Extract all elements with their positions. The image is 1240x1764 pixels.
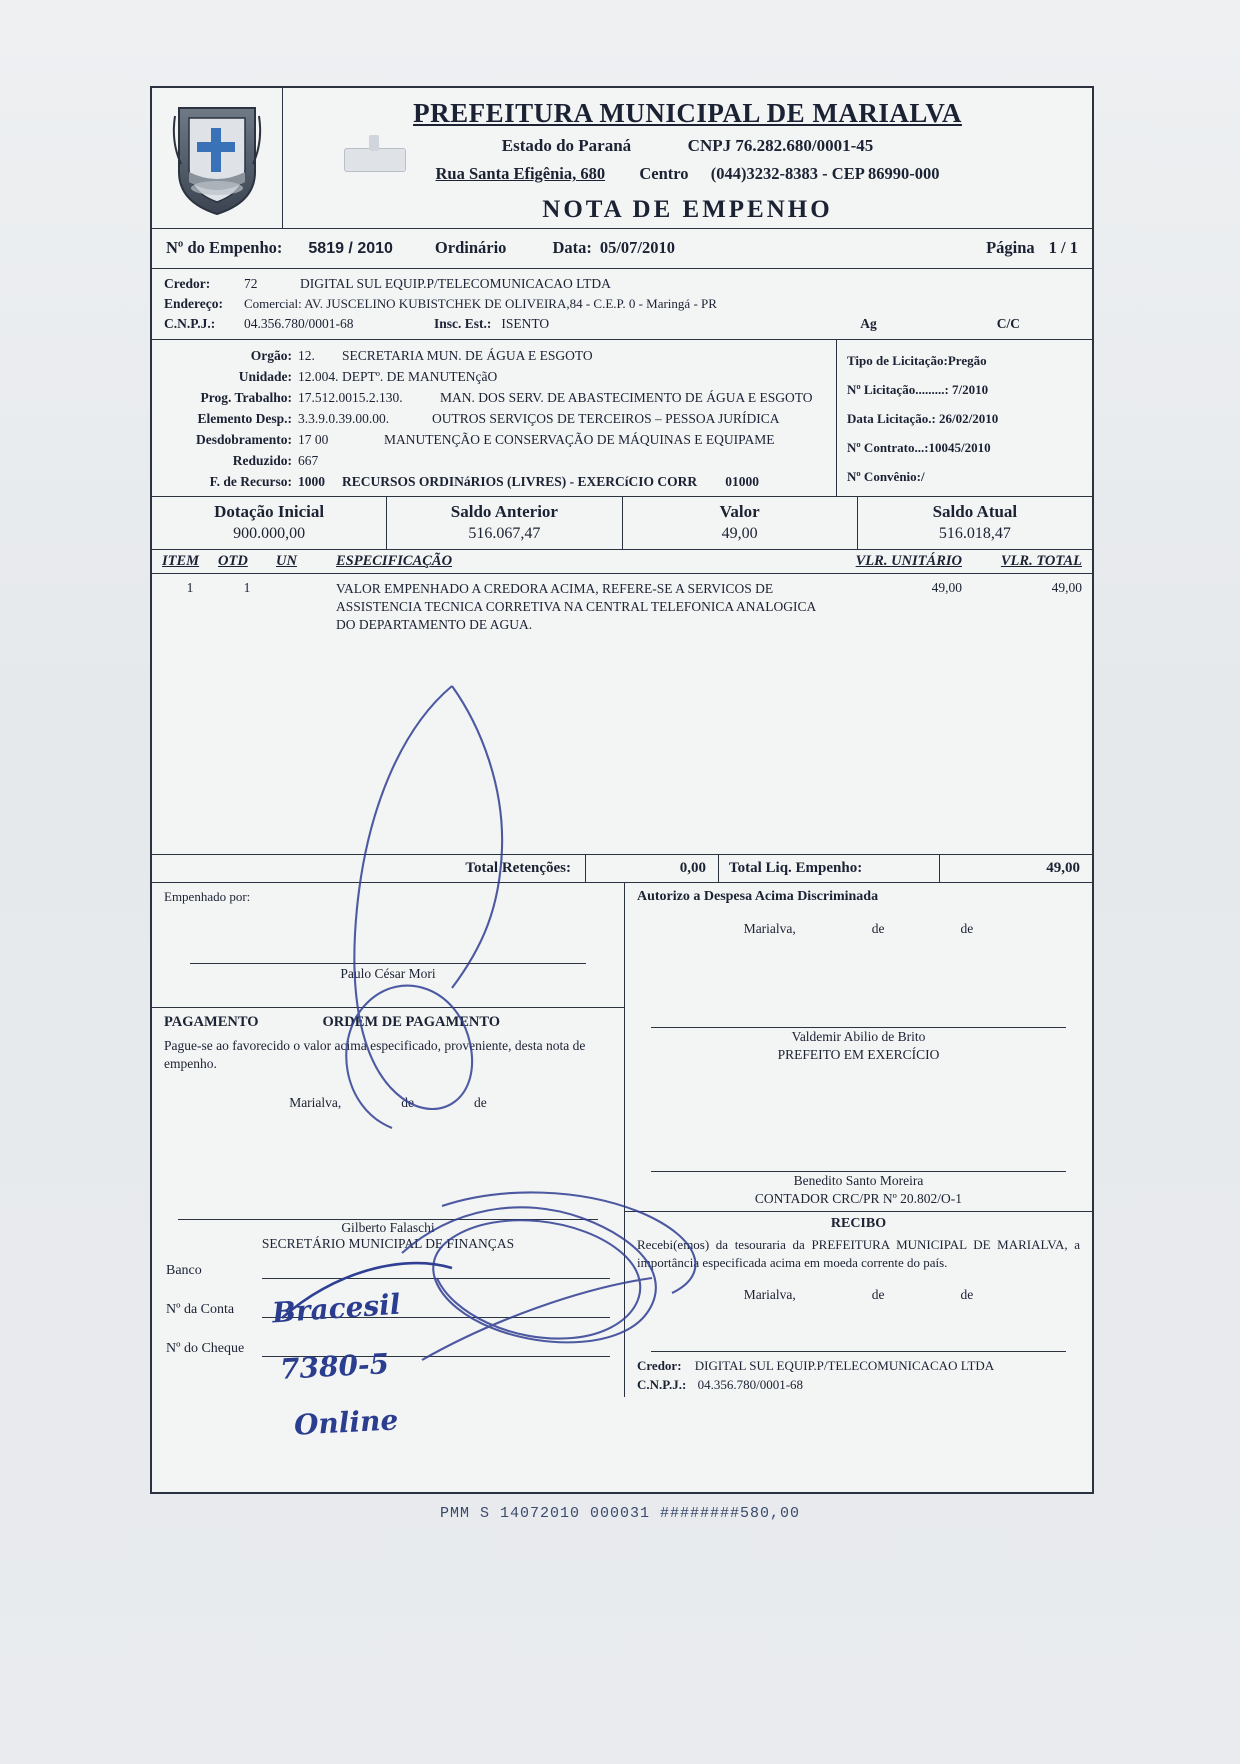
cnpj-row [152, 314, 1092, 334]
creditor-code: 72 [244, 276, 258, 291]
budget-row-recurso [152, 471, 836, 492]
authorization-city: Marialva, [743, 921, 796, 936]
header-phone-cep: (044)3232-8383 - CEP 86990-000 [710, 164, 940, 183]
budget-row-desc: RECURSOS ORDINáRIOS (LIVRES) - EXERCíCIO CORR [342, 473, 698, 489]
creditor-block [152, 269, 1092, 340]
authorization-de-2: de [960, 921, 974, 936]
budget-row-label: Elemento Desp.: [197, 410, 292, 426]
recibo-cnpj-value: 04.356.780/0001-68 [697, 1377, 804, 1393]
insc-est-value: ISENTO [501, 316, 550, 331]
footer-dot-matrix-code: PMM S 14072010 000031 ########580,00 [439, 1505, 801, 1522]
budget-classification-block [152, 340, 1092, 497]
cnpj-label: C.N.P.J.: [164, 316, 216, 331]
header-cnpj: CNPJ 76.282.680/0001-45 [687, 136, 874, 155]
budget-row [152, 450, 836, 471]
appropriation-previous [387, 497, 622, 549]
appropriation-previous-value: 516.067,47 [468, 525, 541, 542]
cheque-label: Nº do Cheque [166, 1341, 245, 1357]
staple-mark [344, 148, 406, 172]
recibo-text: Recebi(emos) da tesouraria da PREFEITURA MUNICIPAL DE MARIALVA, a importância especificada acima em moeda corrente do país. [637, 1237, 1080, 1270]
budget-row-code: 1000 [298, 473, 325, 489]
row-quantity: 1 [243, 580, 251, 595]
page-title: PREFEITURA MUNICIPAL DE MARIALVA [413, 98, 962, 128]
appropriation-initial-label: Dotação Inicial [214, 502, 325, 521]
mayor-name: Valdemir Abilio de Brito [791, 1029, 926, 1044]
recibo-de-2: de [960, 1287, 974, 1303]
budget-row-label: Desdobramento: [196, 431, 292, 447]
budget-row-label: Reduzido: [232, 452, 292, 468]
recibo-creditor-block [625, 1352, 1092, 1397]
header-state-cnpj [293, 136, 1082, 156]
budget-row-desc: OUTROS SERVIÇOS DE TERCEIROS – PESSOA JURÍDICA [432, 410, 780, 426]
budget-row-code: 3.3.9.0.39.00.00. [298, 410, 390, 426]
budget-row-label: Prog. Trabalho: [200, 389, 292, 405]
items-table-header [152, 550, 1092, 574]
header-address-line [293, 164, 1082, 184]
appropriation-value [623, 497, 858, 549]
creditor-row [152, 274, 1092, 294]
finance-secretary-role: SECRETÁRIO MUNICIPAL DE FINANÇAS [261, 1236, 515, 1252]
recibo-title: RECIBO [830, 1216, 887, 1232]
appropriation-current-label: Saldo Atual [932, 502, 1018, 521]
empenho-date: 05/07/2010 [599, 238, 676, 257]
budget-row [152, 345, 836, 366]
appropriation-current-value: 516.018,47 [938, 525, 1011, 542]
total-net-label: Total Liq. Empenho: [719, 855, 940, 882]
creditor-name: DIGITAL SUL EQUIP.P/TELECOMUNICACAO LTDA [300, 276, 611, 291]
total-net-value: 49,00 [1046, 860, 1080, 876]
pagamento-instruction-text: Pague-se ao favorecido o valor acima especificado, proveniente, desta nota de empenho. [164, 1038, 586, 1072]
appropriation-initial [152, 497, 387, 549]
pagamento-de-1: de [401, 1095, 415, 1111]
budget-row [152, 408, 836, 429]
items-table-body [152, 574, 1092, 855]
pagamento-city: Marialva, [289, 1095, 342, 1111]
budget-row [152, 387, 836, 408]
insc-est-label: Insc. Est.: [434, 316, 492, 331]
appropriation-summary [152, 497, 1092, 550]
recibo-city-line [625, 1271, 1092, 1309]
crest-cell [152, 88, 283, 228]
row-specification: VALOR EMPENHADO A CREDORA ACIMA, REFERE-SE A SERVICOS DE ASSISTENCIA TECNICA CORRETIVA NA CENTRAL TELEFONICA ANALOGICA DO DEPARTAMENTO DE AGUA. [336, 581, 816, 633]
bidding-info-column [837, 340, 1092, 496]
account-handwritten-value: 7380-5 [279, 1347, 390, 1386]
empenho-number: 5819 / 2010 [308, 240, 393, 257]
budget-row-code: 17 00 [298, 431, 329, 447]
budget-row-desc: MANUTENÇÃO E CONSERVAÇÃO DE MÁQUINAS E EQUIPAME [384, 431, 775, 447]
row-item-number: 1 [186, 580, 194, 595]
signatures-right-column [625, 883, 1092, 1397]
column-header-qty: OTD [218, 553, 248, 569]
budget-row-code: 12. [298, 347, 315, 363]
budget-row-code: 667 [298, 452, 319, 468]
pagamento-city-line [152, 1073, 624, 1111]
column-header-spec: ESPECIFICAÇÃO [336, 553, 453, 569]
budget-row-desc: SECRETARIA MUN. DE ÁGUA E ESGOTO [342, 347, 593, 363]
address-row [152, 294, 1092, 314]
column-header-item: ITEM [162, 553, 200, 569]
table-row [152, 574, 1092, 635]
column-header-unit: UN [276, 553, 297, 569]
document-header [152, 88, 1092, 229]
column-header-unit-price: VLR. UNITÁRIO [855, 553, 962, 569]
header-state: Estado do Paraná [501, 136, 632, 155]
authorization-city-line [625, 905, 1092, 943]
agreement-number: Nº Convênio:/ [847, 468, 925, 484]
page-number: 1 / 1 [1048, 238, 1078, 257]
address-label: Endereço: [164, 296, 223, 311]
bank-row[interactable] [166, 1262, 610, 1279]
budget-row-desc: MAN. DOS SERV. DE ABASTECIMENTO DE ÁGUA E ESGOTO [440, 389, 813, 405]
appropriation-value-amount: 49,00 [721, 525, 758, 542]
row-unit-price: 49,00 [931, 580, 962, 595]
appropriation-initial-value: 900.000,00 [233, 525, 306, 542]
budget-row-desc: DEPTº. DE MANUTENçãO [342, 368, 498, 384]
empenho-label: Nº do Empenho: [166, 238, 283, 257]
row-unit [276, 580, 336, 635]
total-retentions-value: 0,00 [586, 855, 719, 882]
ordem-pagamento-title: ORDEM DE PAGAMENTO [322, 1014, 501, 1030]
pagamento-de-2: de [474, 1095, 487, 1111]
page-label: Página [986, 238, 1035, 257]
authorization-de-1: de [871, 921, 885, 936]
bank-handwritten-value: Bracesil [271, 1287, 402, 1330]
coat-of-arms-icon [169, 102, 265, 218]
appropriation-previous-label: Saldo Anterior [450, 502, 558, 521]
empenhado-por-label: Empenhado por: [164, 889, 251, 904]
empenhado-por-name: Paulo César Mori [340, 966, 436, 981]
pagamento-title: PAGAMENTO [164, 1014, 259, 1030]
finance-secretary-name: Gilberto Falaschi [341, 1220, 435, 1236]
creditor-address: Comercial: AV. JUSCELINO KUBISTCHEK DE OLIVEIRA,84 - C.E.P. 0 - Maringá - PR [244, 296, 717, 311]
accountant-role: CONTADOR CRC/PR Nº 20.802/O-1 [754, 1190, 963, 1206]
appropriation-value-label: Valor [719, 502, 760, 521]
budget-row-label: Orgão: [250, 347, 292, 363]
bidding-type: Tipo de Licitação:Pregão [847, 352, 987, 368]
budget-row-label: Unidade: [238, 368, 292, 384]
recibo-creditor-label: Credor: [637, 1358, 682, 1374]
budget-row-code: 17.512.0015.2.130. [298, 389, 403, 405]
empenho-date-label: Data: [552, 238, 592, 257]
recibo-cnpj-label: C.N.P.J.: [637, 1377, 687, 1393]
pagamento-header [152, 1008, 624, 1033]
budget-left-column [152, 340, 837, 496]
recibo-cnpj-row [637, 1377, 1080, 1393]
cc-label: C/C [996, 316, 1020, 331]
cheque-handwritten-value: Online [293, 1403, 399, 1442]
budget-row [152, 366, 836, 387]
bank-label: Banco [166, 1263, 202, 1279]
empenho-type: Ordinário [434, 238, 507, 257]
total-retentions-label: Total Retenções: [152, 855, 586, 882]
budget-row-extra: 01000 [725, 473, 759, 489]
bidding-date: Data Licitação.: 26/02/2010 [847, 410, 999, 426]
header-district: Centro [639, 164, 689, 183]
recibo-creditor-row [637, 1358, 1080, 1374]
account-label: Nº da Conta [166, 1302, 235, 1318]
empenhado-por-block [152, 883, 624, 1008]
budget-row [152, 429, 836, 450]
creditor-cnpj: 04.356.780/0001-68 [244, 316, 354, 331]
recibo-city: Marialva, [743, 1287, 796, 1303]
recibo-de-1: de [871, 1287, 885, 1303]
mayor-role: PREFEITO EM EXERCÍCIO [777, 1046, 940, 1062]
ag-label: Ag [860, 316, 877, 331]
recibo-creditor-name: DIGITAL SUL EQUIP.P/TELECOMUNICACAO LTDA [694, 1358, 995, 1374]
budget-row-code: 12.004. [298, 368, 339, 384]
column-header-total-price: VLR. TOTAL [1000, 553, 1082, 569]
header-address: Rua Santa Efigênia, 680 [435, 164, 606, 183]
authorization-title: Autorizo a Despesa Acima Discriminada [637, 889, 879, 904]
row-total-price: 49,00 [1051, 580, 1082, 595]
contract-number: Nº Contrato...:10045/2010 [847, 439, 991, 455]
appropriation-current [858, 497, 1092, 549]
creditor-label: Credor: [164, 276, 211, 291]
totals-row [152, 855, 1092, 883]
nota-de-empenho-document [150, 86, 1094, 1494]
bank-input[interactable] [262, 1262, 610, 1279]
empenho-summary-row [152, 229, 1092, 269]
bidding-number: Nº Licitação.........: 7/2010 [847, 381, 989, 397]
budget-row-label: F. de Recurso: [209, 473, 292, 489]
accountant-name: Benedito Santo Moreira [793, 1173, 924, 1189]
document-type-title: NOTA DE EMPENHO [542, 196, 833, 223]
